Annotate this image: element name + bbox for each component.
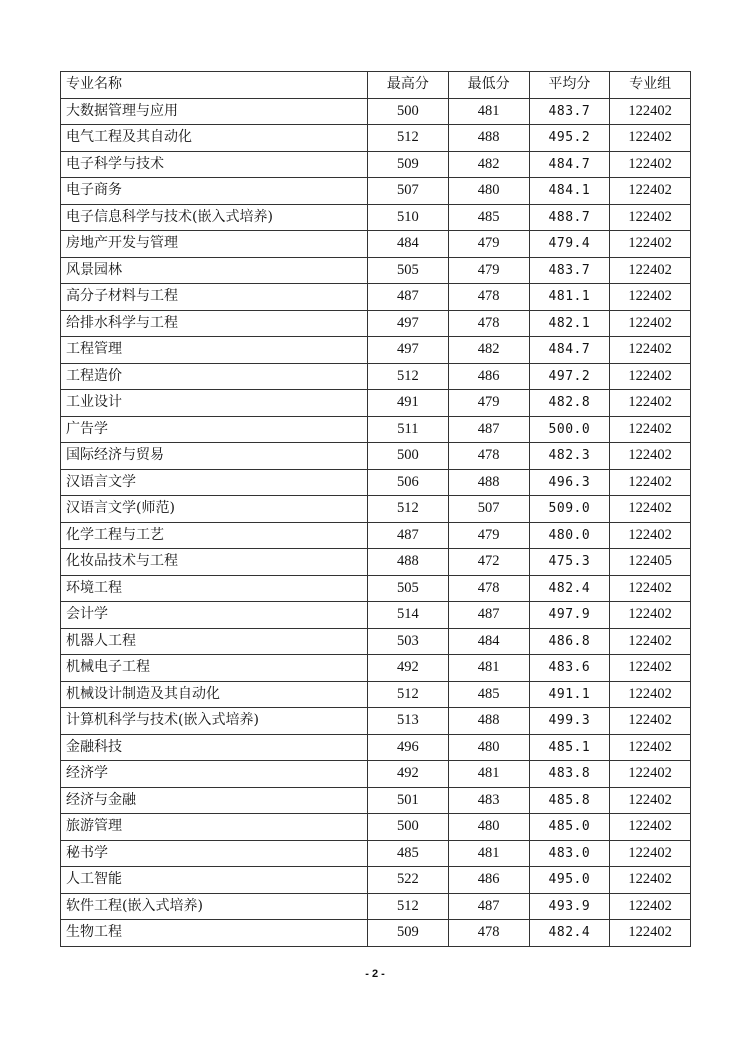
cell-min-score: 479 bbox=[448, 257, 529, 284]
cell-max-score: 512 bbox=[368, 893, 449, 920]
cell-avg-score: 479.4 bbox=[529, 231, 610, 258]
cell-major-group: 122402 bbox=[610, 257, 691, 284]
cell-major-name: 给排水科学与工程 bbox=[61, 310, 368, 337]
cell-major-name: 电子信息科学与技术(嵌入式培养) bbox=[61, 204, 368, 231]
cell-min-score: 479 bbox=[448, 522, 529, 549]
table-row bbox=[61, 708, 691, 735]
cell-major-name: 计算机科学与技术(嵌入式培养) bbox=[61, 708, 368, 735]
cell-major-group: 122402 bbox=[610, 125, 691, 152]
cell-avg-score: 493.9 bbox=[529, 893, 610, 920]
cell-min-score: 480 bbox=[448, 734, 529, 761]
cell-min-score: 487 bbox=[448, 602, 529, 629]
cell-major-group: 122402 bbox=[610, 867, 691, 894]
cell-major-group: 122402 bbox=[610, 310, 691, 337]
cell-major-name: 机械设计制造及其自动化 bbox=[61, 681, 368, 708]
cell-avg-score: 484.7 bbox=[529, 337, 610, 364]
cell-max-score: 503 bbox=[368, 628, 449, 655]
cell-avg-score: 483.8 bbox=[529, 761, 610, 788]
cell-major-group: 122402 bbox=[610, 787, 691, 814]
table-row bbox=[61, 231, 691, 258]
cell-min-score: 483 bbox=[448, 787, 529, 814]
cell-min-score: 487 bbox=[448, 893, 529, 920]
cell-major-group: 122402 bbox=[610, 522, 691, 549]
cell-max-score: 497 bbox=[368, 337, 449, 364]
cell-major-group: 122402 bbox=[610, 655, 691, 682]
cell-avg-score: 483.6 bbox=[529, 655, 610, 682]
cell-major-name: 金融科技 bbox=[61, 734, 368, 761]
cell-major-group: 122402 bbox=[610, 681, 691, 708]
cell-min-score: 488 bbox=[448, 708, 529, 735]
cell-avg-score: 499.3 bbox=[529, 708, 610, 735]
table-row bbox=[61, 337, 691, 364]
cell-max-score: 496 bbox=[368, 734, 449, 761]
table-row bbox=[61, 363, 691, 390]
table-row bbox=[61, 310, 691, 337]
cell-major-name: 高分子材料与工程 bbox=[61, 284, 368, 311]
cell-major-group: 122402 bbox=[610, 284, 691, 311]
cell-min-score: 480 bbox=[448, 178, 529, 205]
cell-major-name: 电气工程及其自动化 bbox=[61, 125, 368, 152]
cell-avg-score: 495.0 bbox=[529, 867, 610, 894]
cell-major-group: 122402 bbox=[610, 496, 691, 523]
cell-min-score: 481 bbox=[448, 840, 529, 867]
cell-major-group: 122402 bbox=[610, 575, 691, 602]
cell-major-group: 122402 bbox=[610, 231, 691, 258]
cell-avg-score: 482.1 bbox=[529, 310, 610, 337]
cell-major-group: 122402 bbox=[610, 761, 691, 788]
cell-major-group: 122402 bbox=[610, 151, 691, 178]
cell-max-score: 500 bbox=[368, 98, 449, 125]
cell-major-name: 环境工程 bbox=[61, 575, 368, 602]
cell-min-score: 485 bbox=[448, 681, 529, 708]
cell-major-group: 122402 bbox=[610, 98, 691, 125]
table-row bbox=[61, 761, 691, 788]
cell-major-name: 汉语言文学 bbox=[61, 469, 368, 496]
cell-major-name: 软件工程(嵌入式培养) bbox=[61, 893, 368, 920]
cell-major-name: 汉语言文学(师范) bbox=[61, 496, 368, 523]
cell-max-score: 505 bbox=[368, 575, 449, 602]
cell-min-score: 480 bbox=[448, 814, 529, 841]
cell-max-score: 512 bbox=[368, 496, 449, 523]
cell-min-score: 488 bbox=[448, 469, 529, 496]
table-row bbox=[61, 469, 691, 496]
cell-max-score: 492 bbox=[368, 761, 449, 788]
cell-avg-score: 482.8 bbox=[529, 390, 610, 417]
table-row bbox=[61, 867, 691, 894]
cell-major-name: 工业设计 bbox=[61, 390, 368, 417]
table-row bbox=[61, 655, 691, 682]
cell-major-name: 经济学 bbox=[61, 761, 368, 788]
cell-min-score: 481 bbox=[448, 655, 529, 682]
cell-major-group: 122405 bbox=[610, 549, 691, 576]
cell-major-group: 122402 bbox=[610, 178, 691, 205]
cell-avg-score: 500.0 bbox=[529, 416, 610, 443]
table-row bbox=[61, 549, 691, 576]
cell-min-score: 478 bbox=[448, 443, 529, 470]
table-row bbox=[61, 893, 691, 920]
table-row bbox=[61, 522, 691, 549]
cell-min-score: 481 bbox=[448, 761, 529, 788]
cell-min-score: 479 bbox=[448, 231, 529, 258]
cell-major-group: 122402 bbox=[610, 204, 691, 231]
cell-avg-score: 484.1 bbox=[529, 178, 610, 205]
cell-avg-score: 485.0 bbox=[529, 814, 610, 841]
cell-min-score: 482 bbox=[448, 337, 529, 364]
table-row bbox=[61, 257, 691, 284]
cell-major-group: 122402 bbox=[610, 363, 691, 390]
cell-max-score: 512 bbox=[368, 363, 449, 390]
cell-max-score: 488 bbox=[368, 549, 449, 576]
cell-min-score: 487 bbox=[448, 416, 529, 443]
table-row bbox=[61, 416, 691, 443]
table-row bbox=[61, 575, 691, 602]
table-row bbox=[61, 787, 691, 814]
cell-major-name: 人工智能 bbox=[61, 867, 368, 894]
cell-min-score: 478 bbox=[448, 310, 529, 337]
table-row bbox=[61, 178, 691, 205]
cell-max-score: 484 bbox=[368, 231, 449, 258]
cell-major-name: 旅游管理 bbox=[61, 814, 368, 841]
cell-max-score: 514 bbox=[368, 602, 449, 629]
cell-major-name: 化学工程与工艺 bbox=[61, 522, 368, 549]
cell-major-name: 风景园林 bbox=[61, 257, 368, 284]
header-min-score: 最低分 bbox=[448, 72, 529, 99]
cell-min-score: 481 bbox=[448, 98, 529, 125]
table-body bbox=[61, 98, 691, 946]
cell-min-score: 488 bbox=[448, 125, 529, 152]
cell-max-score: 509 bbox=[368, 151, 449, 178]
cell-major-group: 122402 bbox=[610, 628, 691, 655]
table-row bbox=[61, 840, 691, 867]
cell-avg-score: 495.2 bbox=[529, 125, 610, 152]
cell-max-score: 487 bbox=[368, 522, 449, 549]
cell-avg-score: 484.7 bbox=[529, 151, 610, 178]
cell-min-score: 485 bbox=[448, 204, 529, 231]
cell-major-name: 机器人工程 bbox=[61, 628, 368, 655]
cell-max-score: 497 bbox=[368, 310, 449, 337]
cell-avg-score: 497.2 bbox=[529, 363, 610, 390]
cell-major-group: 122402 bbox=[610, 602, 691, 629]
cell-avg-score: 475.3 bbox=[529, 549, 610, 576]
table-row bbox=[61, 284, 691, 311]
table-row bbox=[61, 920, 691, 947]
cell-major-name: 国际经济与贸易 bbox=[61, 443, 368, 470]
cell-min-score: 479 bbox=[448, 390, 529, 417]
cell-avg-score: 485.1 bbox=[529, 734, 610, 761]
table-row bbox=[61, 151, 691, 178]
table-row bbox=[61, 390, 691, 417]
header-row bbox=[61, 72, 691, 99]
cell-max-score: 492 bbox=[368, 655, 449, 682]
cell-min-score: 507 bbox=[448, 496, 529, 523]
cell-avg-score: 483.0 bbox=[529, 840, 610, 867]
cell-avg-score: 496.3 bbox=[529, 469, 610, 496]
cell-min-score: 482 bbox=[448, 151, 529, 178]
cell-major-group: 122402 bbox=[610, 337, 691, 364]
cell-max-score: 512 bbox=[368, 681, 449, 708]
cell-max-score: 509 bbox=[368, 920, 449, 947]
cell-major-name: 生物工程 bbox=[61, 920, 368, 947]
header-avg-score: 平均分 bbox=[529, 72, 610, 99]
cell-max-score: 510 bbox=[368, 204, 449, 231]
cell-major-name: 工程管理 bbox=[61, 337, 368, 364]
cell-max-score: 505 bbox=[368, 257, 449, 284]
cell-max-score: 491 bbox=[368, 390, 449, 417]
header-max-score: 最高分 bbox=[368, 72, 449, 99]
cell-major-name: 大数据管理与应用 bbox=[61, 98, 368, 125]
cell-major-name: 广告学 bbox=[61, 416, 368, 443]
cell-avg-score: 480.0 bbox=[529, 522, 610, 549]
cell-major-group: 122402 bbox=[610, 708, 691, 735]
cell-major-name: 电子科学与技术 bbox=[61, 151, 368, 178]
cell-major-group: 122402 bbox=[610, 814, 691, 841]
cell-major-group: 122402 bbox=[610, 840, 691, 867]
cell-avg-score: 491.1 bbox=[529, 681, 610, 708]
cell-avg-score: 509.0 bbox=[529, 496, 610, 523]
cell-max-score: 512 bbox=[368, 125, 449, 152]
cell-min-score: 486 bbox=[448, 867, 529, 894]
cell-major-name: 工程造价 bbox=[61, 363, 368, 390]
cell-max-score: 506 bbox=[368, 469, 449, 496]
cell-min-score: 484 bbox=[448, 628, 529, 655]
score-table bbox=[60, 71, 691, 947]
table-row bbox=[61, 734, 691, 761]
cell-max-score: 487 bbox=[368, 284, 449, 311]
cell-major-group: 122402 bbox=[610, 893, 691, 920]
cell-major-group: 122402 bbox=[610, 416, 691, 443]
table-row bbox=[61, 602, 691, 629]
cell-major-group: 122402 bbox=[610, 390, 691, 417]
cell-max-score: 485 bbox=[368, 840, 449, 867]
cell-min-score: 478 bbox=[448, 920, 529, 947]
cell-avg-score: 497.9 bbox=[529, 602, 610, 629]
cell-max-score: 513 bbox=[368, 708, 449, 735]
cell-avg-score: 485.8 bbox=[529, 787, 610, 814]
cell-major-name: 房地产开发与管理 bbox=[61, 231, 368, 258]
header-major-name: 专业名称 bbox=[61, 72, 368, 99]
table-row bbox=[61, 496, 691, 523]
table-row bbox=[61, 125, 691, 152]
cell-major-name: 电子商务 bbox=[61, 178, 368, 205]
cell-avg-score: 481.1 bbox=[529, 284, 610, 311]
cell-avg-score: 482.3 bbox=[529, 443, 610, 470]
cell-max-score: 507 bbox=[368, 178, 449, 205]
cell-major-group: 122402 bbox=[610, 443, 691, 470]
cell-max-score: 511 bbox=[368, 416, 449, 443]
cell-major-group: 122402 bbox=[610, 734, 691, 761]
cell-major-name: 化妆品技术与工程 bbox=[61, 549, 368, 576]
cell-avg-score: 486.8 bbox=[529, 628, 610, 655]
cell-max-score: 501 bbox=[368, 787, 449, 814]
cell-major-group: 122402 bbox=[610, 469, 691, 496]
cell-major-name: 经济与金融 bbox=[61, 787, 368, 814]
table-row bbox=[61, 681, 691, 708]
cell-min-score: 472 bbox=[448, 549, 529, 576]
cell-avg-score: 483.7 bbox=[529, 98, 610, 125]
table-row bbox=[61, 628, 691, 655]
cell-max-score: 500 bbox=[368, 814, 449, 841]
table-row bbox=[61, 814, 691, 841]
page-number: - 2 - bbox=[365, 968, 385, 980]
cell-avg-score: 482.4 bbox=[529, 920, 610, 947]
cell-avg-score: 482.4 bbox=[529, 575, 610, 602]
cell-avg-score: 488.7 bbox=[529, 204, 610, 231]
cell-major-name: 会计学 bbox=[61, 602, 368, 629]
cell-min-score: 478 bbox=[448, 575, 529, 602]
cell-min-score: 486 bbox=[448, 363, 529, 390]
table-row bbox=[61, 443, 691, 470]
table-row bbox=[61, 204, 691, 231]
cell-major-name: 机械电子工程 bbox=[61, 655, 368, 682]
cell-major-name: 秘书学 bbox=[61, 840, 368, 867]
cell-avg-score: 483.7 bbox=[529, 257, 610, 284]
cell-major-group: 122402 bbox=[610, 920, 691, 947]
table-row bbox=[61, 98, 691, 125]
cell-min-score: 478 bbox=[448, 284, 529, 311]
cell-max-score: 500 bbox=[368, 443, 449, 470]
header-major-group: 专业组 bbox=[610, 72, 691, 99]
cell-max-score: 522 bbox=[368, 867, 449, 894]
